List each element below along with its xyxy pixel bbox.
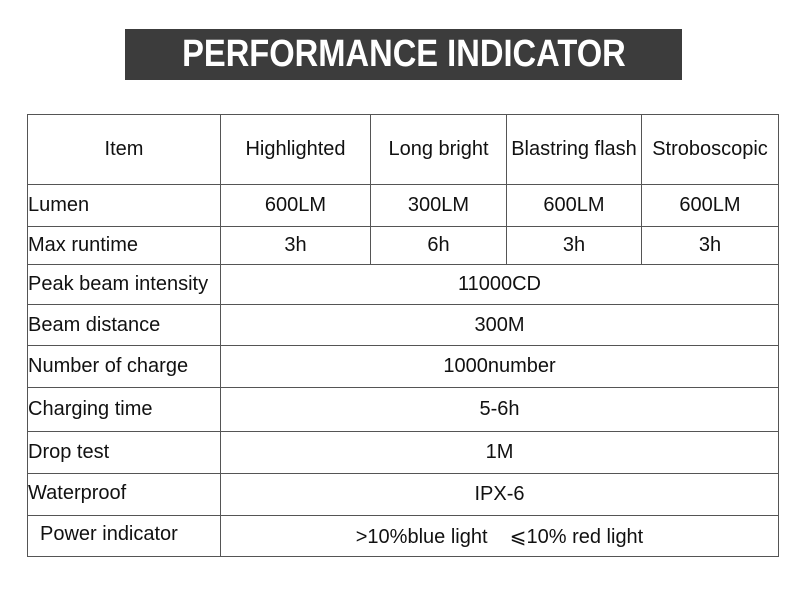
cell-value: 1000number (221, 346, 779, 388)
table-row-lumen (28, 185, 779, 227)
row-label: Max runtime (28, 227, 221, 265)
table-row-charging-time (28, 388, 779, 432)
table-row-number-of-charge (28, 346, 779, 388)
cell-value: 600LM (642, 185, 779, 227)
cell-value: 3h (642, 227, 779, 265)
row-label: Number of charge (28, 346, 221, 388)
cell-value: 600LM (507, 185, 642, 227)
cell-value: 600LM (221, 185, 371, 227)
row-label: Waterproof (28, 474, 221, 516)
title-banner (125, 29, 682, 80)
header-highlighted: Highlighted (221, 115, 371, 185)
cell-value: >10%blue light ⩽10% red light (221, 516, 779, 557)
cell-value: 6h (371, 227, 507, 265)
header-item: Item (28, 115, 221, 185)
table-header-row (28, 115, 779, 185)
table-row-max-runtime (28, 227, 779, 265)
cell-value: IPX-6 (221, 474, 779, 516)
row-label: Beam distance (28, 305, 221, 346)
header-long-bright: Long bright (371, 115, 507, 185)
cell-value: 300LM (371, 185, 507, 227)
row-label: Peak beam intensity (28, 265, 221, 305)
performance-table (27, 114, 779, 557)
row-label: Lumen (28, 185, 221, 227)
row-label: Charging time (28, 388, 221, 432)
cell-value: 5-6h (221, 388, 779, 432)
cell-value: 1M (221, 432, 779, 474)
table-row-power-indicator (28, 516, 779, 557)
table-row-peak-beam-intensity (28, 265, 779, 305)
table-row-waterproof (28, 474, 779, 516)
cell-value: 3h (221, 227, 371, 265)
page-title: PERFORMANCE INDICATOR (181, 33, 626, 75)
cell-value: 3h (507, 227, 642, 265)
cell-value: 11000CD (221, 265, 779, 305)
row-label: Drop test (28, 432, 221, 474)
header-blastring-flash: Blastring flash (507, 115, 642, 185)
header-stroboscopic: Stroboscopic (642, 115, 779, 185)
row-label: Power indicator (28, 516, 221, 557)
table-row-beam-distance (28, 305, 779, 346)
table-row-drop-test (28, 432, 779, 474)
cell-value: 300M (221, 305, 779, 346)
